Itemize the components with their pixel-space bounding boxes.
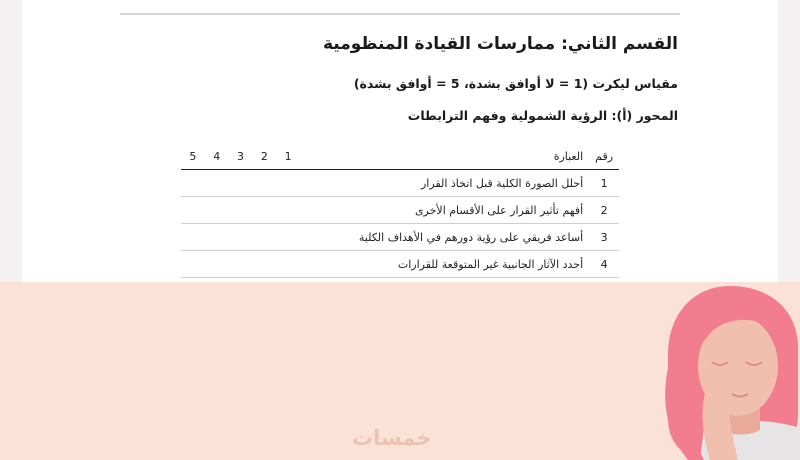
row-statement: أفهم تأثير القرار على الأقسام الأخرى [300, 197, 589, 224]
row-number: 4 [589, 251, 619, 278]
row-number: 3 [589, 224, 619, 251]
column-header-score-1: 1 [276, 144, 300, 170]
document-page [22, 0, 778, 282]
column-header-statement: العبارة [300, 144, 589, 170]
table-header-row [181, 144, 619, 170]
column-header-number: رقم [589, 144, 619, 170]
score-cell [252, 251, 276, 278]
column-header-score-5: 5 [181, 144, 205, 170]
table-row [181, 224, 619, 251]
table-row [181, 251, 619, 278]
score-cell [205, 224, 229, 251]
score-cell [252, 170, 276, 197]
score-cell [276, 197, 300, 224]
score-cell [205, 170, 229, 197]
survey-table [181, 144, 619, 278]
score-cell [252, 197, 276, 224]
row-statement: أساعد فريقي على رؤية دورهم في الأهداف الكلية [300, 224, 589, 251]
row-number: 2 [589, 197, 619, 224]
score-cell [229, 224, 253, 251]
score-cell [181, 224, 205, 251]
score-cell [276, 251, 300, 278]
page-divider [120, 13, 680, 15]
row-statement: أحلل الصورة الكلية قبل اتخاذ القرار [300, 170, 589, 197]
table-row [181, 170, 619, 197]
score-cell [181, 251, 205, 278]
score-cell [205, 251, 229, 278]
score-cell [252, 224, 276, 251]
table-row [181, 197, 619, 224]
score-cell [276, 224, 300, 251]
column-header-score-2: 2 [252, 144, 276, 170]
score-cell [205, 197, 229, 224]
brand-watermark: خمسات [352, 426, 432, 450]
section-title: القسم الثاني: ممارسات القيادة المنظومية [322, 34, 678, 54]
likert-scale-note: مقياس ليكرت (1 = لا أوافق بشدة، 5 = أوافق بشدة) [353, 76, 678, 91]
axis-title: المحور (أ): الرؤية الشمولية وفهم الترابطات [407, 108, 678, 123]
score-cell [229, 170, 253, 197]
row-statement: أحدد الآثار الجانبية غير المتوقعة للقرارات [300, 251, 589, 278]
score-cell [229, 197, 253, 224]
score-cell [181, 197, 205, 224]
woman-illustration [630, 278, 800, 460]
column-header-score-3: 3 [229, 144, 253, 170]
score-cell [276, 170, 300, 197]
score-cell [181, 170, 205, 197]
score-cell [229, 251, 253, 278]
column-header-score-4: 4 [205, 144, 229, 170]
row-number: 1 [589, 170, 619, 197]
